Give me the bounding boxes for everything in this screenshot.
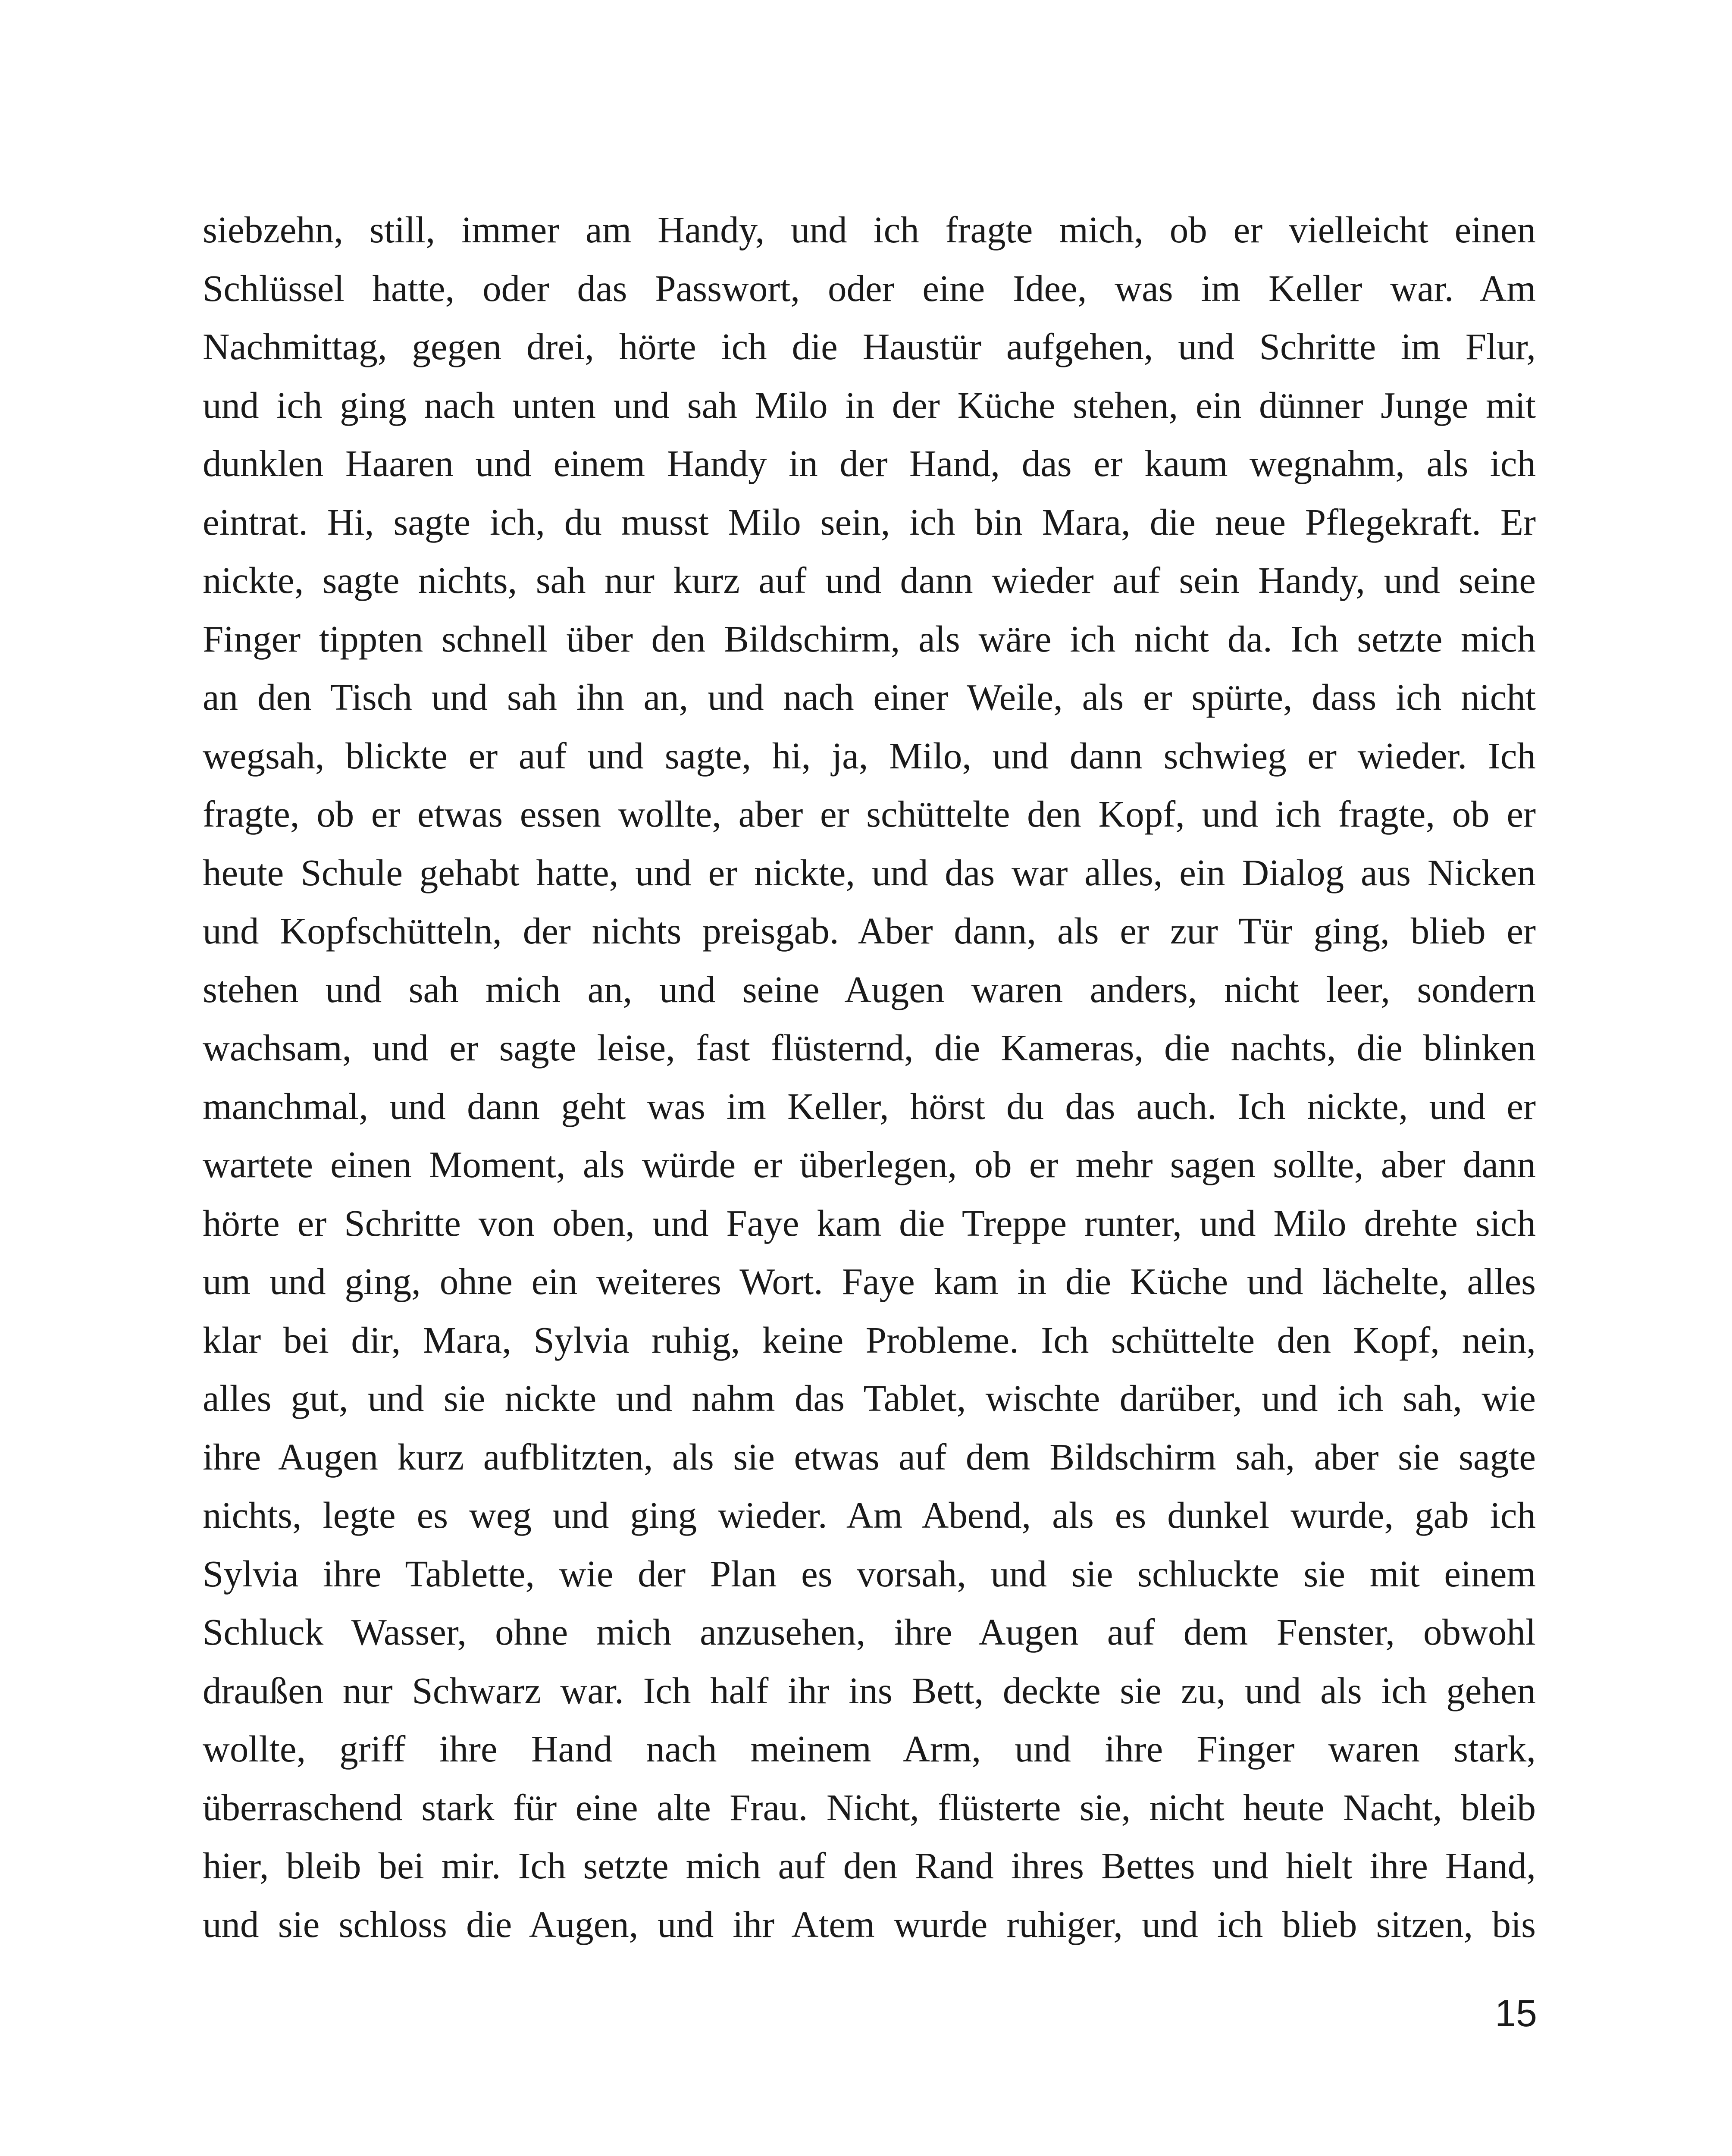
text-line: Finger tippten schnell über den Bildschirm, als wäre ich nicht da. Ich setzte mich — [203, 617, 1536, 660]
text-line: und ich ging nach unten und sah Milo in der Küche stehen, ein dünner Junge mit — [203, 384, 1536, 426]
text-line: nichts, legte es weg und ging wieder. Am Abend, als es dunkel wurde, gab ich — [203, 1494, 1536, 1536]
text-line: Nachmittag, gegen drei, hörte ich die Haustür aufgehen, und Schritte im Flur, — [203, 326, 1536, 367]
text-line: Sylvia ihre Tablette, wie der Plan es vorsah, und sie schluckte sie mit einem — [203, 1552, 1536, 1595]
text-line: stehen und sah mich an, und seine Augen waren anders, nicht leer, sondern — [203, 968, 1536, 1010]
text-line: dunklen Haaren und einem Handy in der Hand, das er kaum wegnahm, als ich — [203, 442, 1536, 484]
text-line: siebzehn, still, immer am Handy, und ich fragte mich, ob er vielleicht einen — [203, 209, 1536, 251]
text-line: wachsam, und er sagte leise, fast flüsternd, die Kameras, die nachts, die blinken — [203, 1027, 1536, 1069]
text-line: manchmal, und dann geht was im Keller, hörst du das auch. Ich nickte, und er — [203, 1085, 1536, 1127]
text-line: Schlüssel hatte, oder das Passwort, oder eine Idee, was im Keller war. Am — [203, 267, 1536, 309]
text-line: alles gut, und sie nickte und nahm das Tablet, wischte darüber, und ich sah, wie — [203, 1377, 1536, 1419]
text-line: an den Tisch und sah ihn an, und nach einer Weile, als er spürte, dass ich nicht — [203, 676, 1536, 718]
text-line: wollte, griff ihre Hand nach meinem Arm, und ihre Finger waren stark, — [203, 1728, 1536, 1770]
text-line: wartete einen Moment, als würde er überlegen, ob er mehr sagen sollte, aber dann — [203, 1144, 1536, 1185]
text-line: und Kopfschütteln, der nichts preisgab. Aber dann, als er zur Tür ging, blieb er — [203, 910, 1536, 952]
text-line: Schluck Wasser, ohne mich anzusehen, ihre Augen auf dem Fenster, obwohl — [203, 1611, 1536, 1653]
text-line: wegsah, blickte er auf und sagte, hi, ja, Milo, und dann schwieg er wieder. Ich — [203, 734, 1536, 777]
text-line: hörte er Schritte von oben, und Faye kam die Treppe runter, und Milo drehte sich — [203, 1202, 1536, 1244]
text-line: fragte, ob er etwas essen wollte, aber er schüttelte den Kopf, und ich fragte, ob er — [203, 793, 1536, 835]
text-line: nickte, sagte nichts, sah nur kurz auf und dann wieder auf sein Handy, und seine — [203, 559, 1536, 601]
text-line: ihre Augen kurz aufblitzten, als sie etwas auf dem Bildschirm sah, aber sie sagte — [203, 1435, 1536, 1478]
page-number: 15 — [1495, 1992, 1537, 2034]
text-line: um und ging, ohne ein weiteres Wort. Faye kam in die Küche und lächelte, alles — [203, 1260, 1536, 1302]
text-line: überraschend stark für eine alte Frau. Nicht, flüsterte sie, nicht heute Nacht, bleib — [203, 1786, 1536, 1828]
text-line: heute Schule gehabt hatte, und er nickte, und das war alles, ein Dialog aus Nicken — [203, 851, 1536, 893]
body-text — [203, 201, 1536, 1953]
text-line: draußen nur Schwarz war. Ich half ihr ins Bett, deckte sie zu, und als ich gehen — [203, 1669, 1536, 1711]
text-line: und sie schloss die Augen, und ihr Atem wurde ruhiger, und ich blieb sitzen, bis — [203, 1903, 1536, 1945]
text-line: klar bei dir, Mara, Sylvia ruhig, keine Probleme. Ich schüttelte den Kopf, nein, — [203, 1319, 1536, 1361]
text-line: hier, bleib bei mir. Ich setzte mich auf den Rand ihres Bettes und hielt ihre Hand, — [203, 1845, 1536, 1887]
text-line: eintrat. Hi, sagte ich, du musst Milo sein, ich bin Mara, die neue Pflegekraft. Er — [203, 501, 1536, 543]
